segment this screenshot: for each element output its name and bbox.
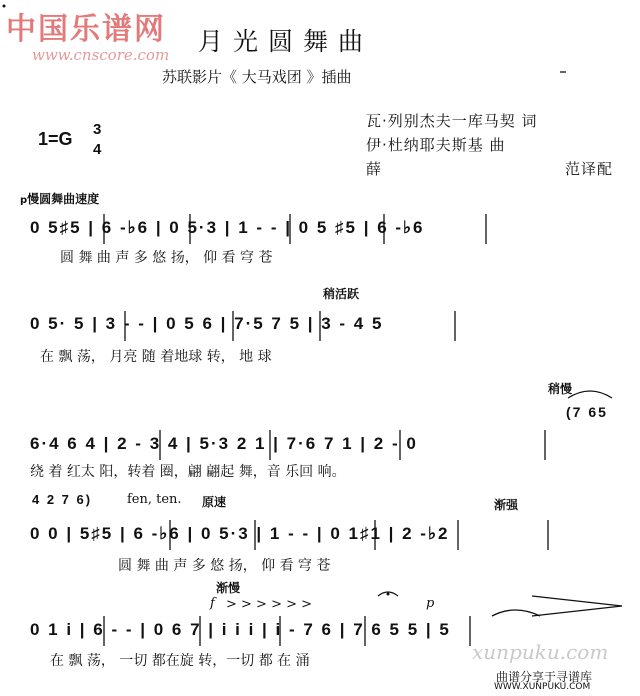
fermata-dot <box>387 593 390 596</box>
tempo-p: p <box>20 195 28 206</box>
score-line-5-lyrics: 在 飘 荡， 一切 都在旋 转，一切 都 在 涌 <box>50 653 310 669</box>
lyricist-credit: 瓦·列别杰夫一库马契 词 <box>366 112 538 130</box>
key-signature: 1=G <box>38 129 73 149</box>
mark-original-tempo: 原速 <box>202 495 227 509</box>
alt-ending-notes: (7 65 <box>566 404 608 420</box>
site-watermark-name: 中国乐谱网 <box>6 12 166 47</box>
time-signature-bottom: 4 <box>93 141 102 158</box>
song-subtitle: 苏联影片《 大马戏团 》插曲 <box>162 68 352 86</box>
translator-credit-1: 薛 <box>366 160 383 178</box>
corner-dot <box>3 5 6 8</box>
score-line-4-notes: 0 0 | 5♯5 | 6 -♭6 | 0 5·3 | 1 - - | 0 1♯1 | 2 -♭2 <box>30 524 450 543</box>
score-line-3-notes: 6·4 6 4 | 2 - 3 4 | 5·3 2 1 | 7·6 7 1 | 2 - 0 <box>30 434 418 453</box>
footer-label: 曲谱分享于寻谱库 <box>496 670 593 684</box>
score-line-1-lyrics: 圆 舞 曲 声 多 悠 扬， 仰 看 穹 苍 <box>60 250 273 266</box>
footer-url: WWW.XUNPUKU.COM <box>494 682 591 692</box>
mark-gradually-slower: 渐慢 <box>216 581 241 595</box>
accent-marks: > > > > > > <box>226 597 313 612</box>
alt-ending-notes-2: 4 2 7 6) <box>32 492 93 507</box>
song-title: 月光圆舞曲 <box>198 27 374 56</box>
score-line-5-notes: 0 1 i | 6 - - | 0 6 7 | i i i | i - 7 6 | 7 6 5 5 | 5 <box>30 620 451 639</box>
dynamic-f: f <box>210 596 215 611</box>
score-line-3-lyrics: 绕 着 红太 阳，转着 圈，翩 翩起 舞，音 乐回 响。 <box>30 464 346 480</box>
composer-credit: 伊·杜纳耶夫斯基 曲 <box>366 136 506 154</box>
score-line-4-lyrics: 圆 舞 曲 声 多 悠 扬， 仰 看 穹 苍 <box>118 558 331 574</box>
bottom-watermark: xunpuku.com <box>472 640 609 664</box>
site-watermark-url: www.cnscore.com <box>32 46 170 64</box>
dynamic-p: p <box>426 596 435 611</box>
mark-livelier: 稍活跃 <box>323 287 360 301</box>
mark-fen-ten: fen, ten. <box>127 492 182 507</box>
score-line-2-notes: 0 5· 5 | 3 - - | 0 5 6 | 7·5 7 5 | 3 - 4 5 <box>30 314 384 333</box>
score-line-2-lyrics: 在 飘 荡， 月亮 随 着地球 转， 地 球 <box>40 349 272 365</box>
translator-credit-2: 范译配 <box>565 160 614 178</box>
tempo-text: 慢圆舞曲速度 <box>27 192 100 206</box>
mark-slower: 稍慢 <box>548 382 573 396</box>
score-line-1-notes: 0 5♯5 | 6 -♭6 | 0 5·3 | 1 - - | 0 5 ♯5 | 6 -♭6 <box>30 218 425 237</box>
mark-crescendo: 渐强 <box>494 498 519 512</box>
time-signature-top: 3 <box>93 121 102 138</box>
